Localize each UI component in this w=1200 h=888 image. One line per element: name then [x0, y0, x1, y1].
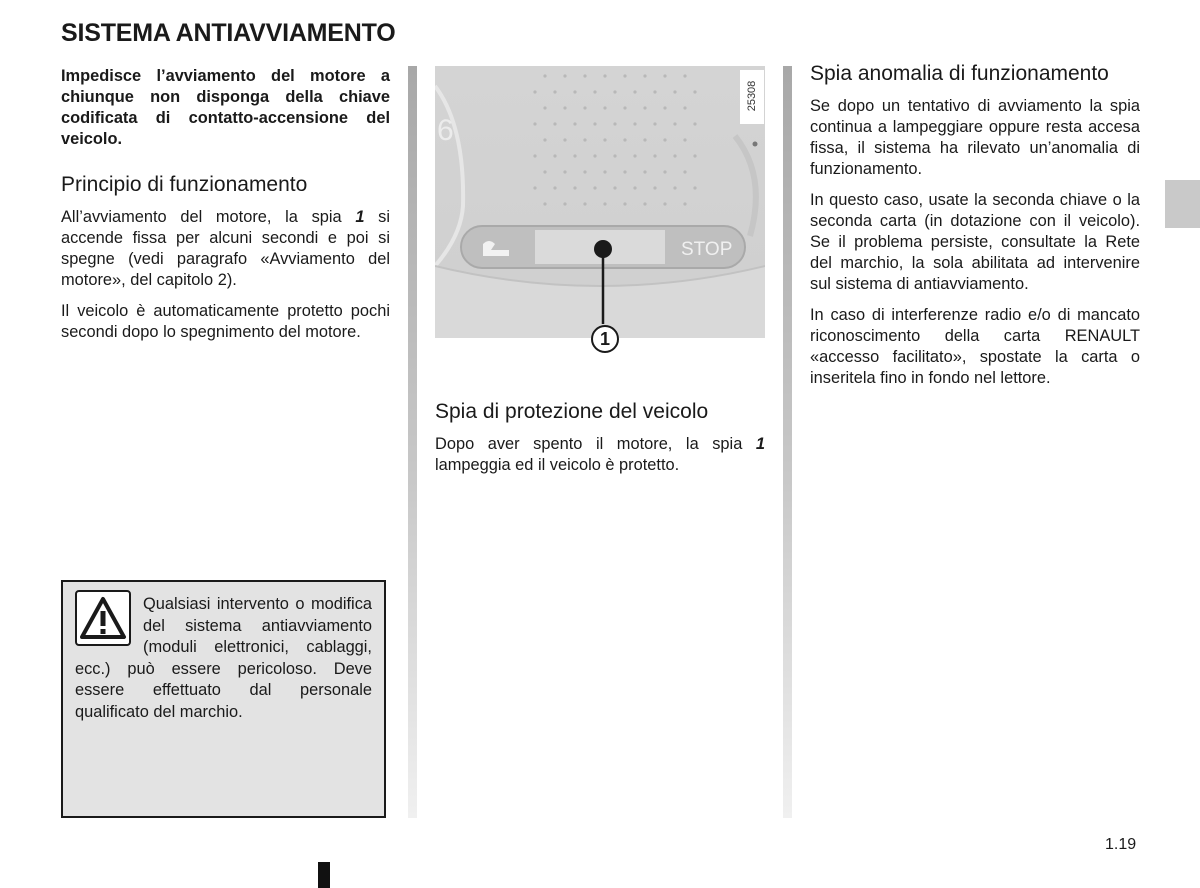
column-left [61, 66, 390, 353]
warning-text: Qualsiasi intervento o modifica del sistema antiavviamento (moduli elettronici, cablaggi, ecc.) può essere pericoloso. Deve essere effettuato dal personale qualificato del marchio. [75, 595, 372, 721]
column-divider [408, 66, 417, 818]
stop-lamp-label: STOP [681, 239, 733, 260]
figure-reference-code [740, 70, 764, 124]
column-right [810, 61, 1140, 399]
anomaly-paragraph-3: In caso di interferenze radio e/o di mancato riconoscimento della carta RENAULT «accesso facilitato», spostate la carta o inseritela fino in fondo nel lettore. [810, 306, 1140, 387]
dashboard-figure [435, 66, 765, 356]
warning-box [61, 580, 386, 818]
section-heading-protection: Spia di protezione del veicolo [435, 400, 709, 423]
print-mark [318, 862, 330, 888]
anomaly-paragraph-2: In questo caso, usate la seconda chiave o la seconda carta (in dotazione con il veicolo). Se il problema persiste, consultate la Rete del marchio, la sola abilitata ad intervenire sul sistema di antiavviamento. [810, 191, 1140, 293]
lamp-reference: 1 [755, 435, 765, 453]
text-run: si accende fissa per alcuni secondi e poi si spegne (vedi paragrafo «Avviamento del motore», del capitolo 2). [61, 208, 390, 289]
section-heading-anomaly: Spia anomalia di funzionamento [810, 62, 1109, 85]
page-number: 1.19 [1105, 836, 1137, 853]
text-run: lampeggia ed il veicolo è protetto. [435, 456, 680, 474]
callout-marker: 1 [591, 325, 619, 353]
lamp-reference: 1 [355, 208, 365, 226]
principle-paragraph-2: Il veicolo è automaticamente protetto pochi secondi dopo lo spegnimento del motore. [61, 302, 390, 341]
text-run: All’avviamento del motore, la spia [61, 208, 356, 226]
dial-digit: 6 [437, 114, 454, 147]
anomaly-paragraph-1: Se dopo un tentativo di avviamento la spia continua a lampeggiare oppure resta accesa fissa, il sistema ha rilevato un’anomalia di funzionamento. [810, 97, 1140, 178]
warning-triangle-icon [75, 590, 131, 646]
protection-paragraph [435, 434, 765, 476]
column-divider [783, 66, 792, 818]
text-run: Dopo aver spento il motore, la spia [435, 435, 756, 453]
page-title: SISTEMA ANTIAVVIAMENTO [61, 19, 396, 47]
column-middle [435, 399, 765, 486]
figure-reference-text: 25308 [746, 80, 758, 112]
principle-paragraph-1 [61, 207, 390, 291]
section-heading-principle: Principio di funzionamento [61, 173, 308, 196]
chapter-tab [1165, 180, 1200, 228]
immobilizer-lamp [594, 240, 612, 258]
intro-paragraph: Impedisce l’avviamento del motore a chiunque non disponga della chiave codificata di contatto-accensione del veicolo. [61, 67, 390, 148]
